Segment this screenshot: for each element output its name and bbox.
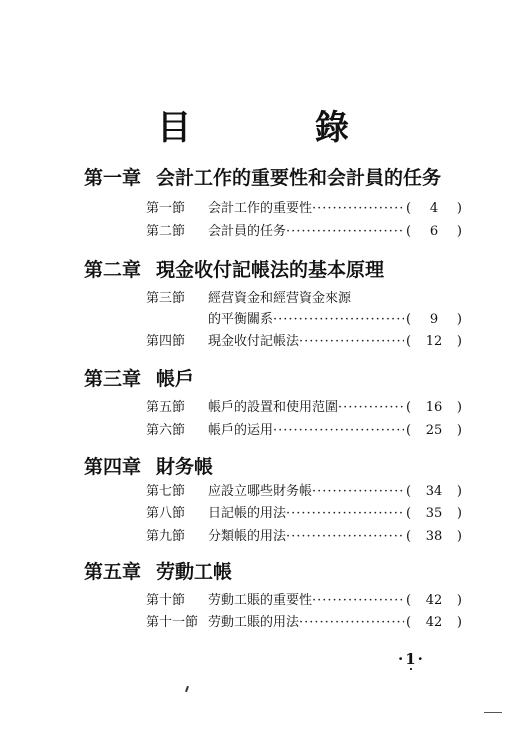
toc-entry — [146, 200, 462, 218]
leader-dots — [299, 333, 404, 351]
toc-entry — [146, 592, 462, 610]
page-ref-number: 38 — [425, 529, 443, 544]
toc-entry — [146, 483, 462, 501]
leader-dots — [299, 614, 404, 632]
toc-entry — [146, 422, 462, 440]
page-ref-number: 12 — [425, 334, 443, 349]
page-ref-number: 35 — [425, 506, 443, 521]
section-number: 第六節 — [146, 423, 186, 438]
leader-dots — [273, 422, 404, 440]
section-title-line1: 經营資金和經营資金來源 — [208, 291, 352, 306]
page-ref: ( 38 ) — [406, 529, 462, 544]
section-title: 現金收付記帳法 — [208, 334, 300, 349]
page-ref-number: 25 — [425, 423, 443, 438]
toc-entry — [146, 399, 462, 417]
page-ref-number: 42 — [425, 593, 443, 608]
page-ref: ( 42 ) — [406, 615, 462, 630]
chapter-title: 現金收付記帳法的基本原理 — [156, 259, 385, 281]
leader-dots — [273, 311, 404, 329]
page-ref-number: 4 — [429, 201, 439, 216]
leader-dots — [312, 592, 404, 610]
chapter-heading — [84, 163, 441, 190]
section-title: 帳戶的运用 — [208, 423, 274, 438]
section-title: 的平衡關系 — [208, 312, 274, 327]
page-ref: ( 9 ) — [406, 312, 462, 327]
chapter-title: 劳動工帳 — [156, 561, 233, 583]
page-ref: ( 42 ) — [406, 593, 462, 608]
section-title: 分類帳的用法 — [208, 529, 287, 544]
chapter-number: 第二章 — [84, 259, 142, 281]
section-title: 日記帳的用法 — [208, 506, 287, 521]
section-number: 第七節 — [146, 484, 186, 499]
chapter-number: 第五章 — [84, 561, 142, 583]
page-ref: ( 25 ) — [406, 423, 462, 438]
toc-entry — [146, 528, 462, 546]
section-number: 第八節 — [146, 506, 186, 521]
section-number: 第九節 — [146, 529, 186, 544]
toc-entry — [146, 311, 462, 329]
toc-entry — [146, 614, 462, 632]
chapter-number: 第四章 — [84, 456, 142, 478]
section-title: 会計工作的重要性 — [208, 201, 313, 216]
section-number: 第二節 — [146, 224, 186, 239]
section-title: 帳戶的設置和使用范圍 — [208, 400, 339, 415]
scan-mark — [484, 712, 502, 713]
leader-dots — [338, 399, 404, 417]
page-ref: ( 6 ) — [406, 224, 462, 239]
page-ref: ( 12 ) — [406, 334, 462, 349]
page-ref: ( 34 ) — [406, 484, 462, 499]
page-ref: ( 4 ) — [406, 201, 462, 216]
section-title: 劳動工賬的重要性 — [208, 593, 313, 608]
chapter-number: 第三章 — [84, 368, 142, 390]
chapter-title: 会計工作的重要性和会計員的任务 — [156, 167, 442, 189]
scan-speck — [185, 686, 189, 692]
chapter-heading — [84, 364, 194, 391]
leader-dots — [312, 483, 404, 501]
section-number: 第四節 — [146, 334, 186, 349]
leader-dots — [286, 528, 404, 546]
page-ref-number: 42 — [425, 615, 443, 630]
leader-dots — [286, 505, 404, 523]
toc-entry — [146, 223, 462, 241]
chapter-heading — [84, 452, 213, 479]
section-number: 第一節 — [146, 201, 186, 216]
section-number: 第三節 — [146, 291, 186, 306]
toc-entry — [146, 505, 462, 523]
leader-dots — [312, 200, 404, 218]
leader-dots — [286, 223, 404, 241]
chapter-title: 帳戶 — [156, 368, 195, 390]
chapter-heading — [84, 557, 232, 584]
chapter-heading — [84, 255, 384, 282]
chapter-title: 財务帳 — [156, 456, 214, 478]
page-ref: ( 16 ) — [406, 400, 462, 415]
section-number: 第十節 — [146, 593, 186, 608]
page-ref-number: 9 — [429, 312, 439, 327]
page-ref-number: 34 — [425, 484, 443, 499]
section-title: 应設立哪些財务帳 — [208, 484, 313, 499]
chapter-number: 第一章 — [84, 167, 142, 189]
scan-speck — [410, 668, 412, 670]
page-ref: ( 35 ) — [406, 506, 462, 521]
page-number: ·1· — [398, 650, 425, 668]
page-ref-number: 6 — [429, 224, 439, 239]
toc-entry — [146, 333, 462, 351]
toc-entry-line1 — [146, 290, 462, 308]
section-number: 第五節 — [146, 400, 186, 415]
section-title: 会計員的任务 — [208, 224, 287, 239]
section-number: 第十一節 — [146, 615, 199, 630]
page-ref-number: 16 — [425, 400, 443, 415]
page-title: 目 錄 — [157, 108, 405, 148]
section-title: 劳動工賬的用法 — [208, 615, 300, 630]
